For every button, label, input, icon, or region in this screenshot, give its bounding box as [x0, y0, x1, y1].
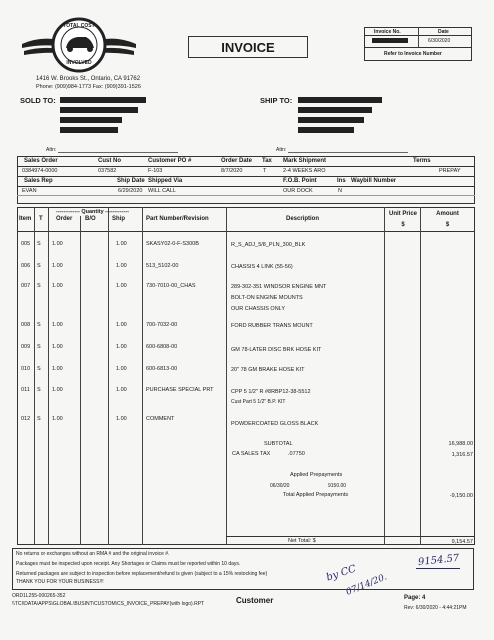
- item-part: 700-7032-00: [146, 322, 178, 328]
- ship-to-label: SHIP TO:: [260, 96, 293, 105]
- item-part: COMMENT: [146, 416, 175, 422]
- sold-to-redaction-4: [60, 127, 118, 133]
- item-no: 011: [21, 387, 30, 393]
- net-total-label: Net Total: $: [288, 538, 316, 544]
- item-no: 010: [21, 366, 31, 372]
- val-tax: T: [263, 168, 267, 174]
- hdr-amount-currency: $: [445, 222, 450, 228]
- hdr-sales-rep: Sales Rep: [24, 178, 53, 184]
- hdr-fob: F.O.B. Point: [283, 178, 317, 184]
- total-applied-value: -9,150.00: [449, 493, 473, 499]
- invoice-title: INVOICE: [221, 40, 275, 55]
- ship-to-redaction-4: [298, 127, 354, 133]
- ship-to-attn: Attn:: [276, 147, 287, 153]
- item-type: S: [37, 322, 41, 328]
- item-desc-line: 20" 78 GM BRAKE HOSE KIT: [231, 367, 305, 373]
- note-returns: No returns or exchanges without an RMA # and the original invoice #.: [16, 551, 170, 557]
- handwritten-date: 07/14/20.: [344, 572, 389, 598]
- footer-page: Page: 4: [404, 595, 426, 601]
- item-desc-line: CHASSIS 4 LINK (55-56): [231, 264, 293, 270]
- item-part: 600-6808-00: [146, 344, 178, 350]
- note-restocking: Returned packages are subject to inspection before replacement/refund is given (subject to a 15% restocking fee): [16, 571, 268, 577]
- item-desc-line: BOLT-ON ENGINE MOUNTS: [231, 295, 303, 301]
- item-order-qty: 1.00: [52, 263, 63, 269]
- note-thanks: THANK YOU FOR YOUR BUSINESS!!!: [16, 579, 104, 585]
- line-items-table: [17, 207, 475, 545]
- hdr-unit-price-currency: $: [401, 222, 405, 228]
- hdr-ins: Ins: [337, 178, 346, 184]
- ship-to-redaction-1: [298, 97, 382, 103]
- applied-prepayments-amount: 9150.00: [328, 483, 347, 489]
- item-ship-qty: 1.00: [116, 283, 127, 289]
- item-type: S: [37, 416, 41, 422]
- item-desc-line: FORD RUBBER TRANS MOUNT: [231, 323, 313, 329]
- val-shipped-via: WILL CALL: [148, 188, 176, 194]
- hdr-ship-date: Ship Date: [117, 178, 145, 184]
- item-order-qty: 1.00: [52, 241, 63, 247]
- item-desc-line: R_S_ADJ_5/8_PLN_300_BLK: [231, 242, 306, 248]
- item-type: S: [37, 387, 41, 393]
- item-desc-line: OUR CHASSIS ONLY: [231, 306, 285, 312]
- footer-revision: Rev: 6/30/2020 - 4:44:21PM: [404, 605, 467, 611]
- item-order-qty: 1.00: [52, 322, 63, 328]
- item-type: S: [37, 366, 41, 372]
- val-sales-rep: EVAN: [22, 188, 37, 194]
- note-inspection: Packages must be inspected upon receipt. Any Shortages or Claims must be reported within 10 days.: [16, 561, 241, 567]
- hdr-cust-no: Cust No: [98, 158, 121, 164]
- hdr-order: Order: [56, 216, 73, 222]
- sold-to-redaction-3: [60, 117, 122, 123]
- item-order-qty: 1.00: [52, 366, 63, 372]
- val-ship-date: 6/29/2020: [118, 188, 143, 194]
- refer-note: Refer to Invoice Number: [384, 51, 442, 57]
- hdr-quantity-group: ------------- Quantity -------------: [56, 209, 129, 215]
- item-ship-qty: 1.00: [116, 322, 127, 328]
- item-ship-qty: 1.00: [116, 366, 127, 372]
- handwritten-note: by CC: [325, 563, 358, 584]
- sold-to-redaction-2: [60, 107, 138, 113]
- item-desc-line: 289-302-351 WINDSOR ENGINE MNT: [231, 284, 327, 290]
- total-applied-label: Total Applied Prepayments: [283, 492, 349, 498]
- subtotal-value: 16,988.00: [448, 441, 473, 447]
- invoice-no-label: Invoice No.: [374, 29, 401, 35]
- hdr-order-date: Order Date: [221, 158, 253, 164]
- item-ship-qty: 1.00: [116, 387, 127, 393]
- footer-report-path: \\TCI\DATA\APPS\GLOBAL\BUSINT\CUSTOM\CS_INVOICE_PREPAY(with logo).RPT: [12, 601, 205, 607]
- item-order-qty: 1.00: [52, 416, 63, 422]
- item-desc-line: CPP 5 1/2" R #8RBP12-38-5512: [231, 389, 311, 395]
- hdr-terms: Terms: [413, 158, 431, 164]
- hdr-sales-order: Sales Order: [24, 158, 58, 164]
- item-part: SKASY02-0-F-S300B: [146, 241, 199, 247]
- applied-prepayments-date: 06/30/20: [270, 483, 290, 489]
- item-part: 600-6813-00: [146, 366, 178, 372]
- company-phone: Phone: (909)984-1773 Fax: (909)391-1526: [36, 84, 141, 90]
- item-order-qty: 1.00: [52, 387, 63, 393]
- tax-rate: .07750: [288, 451, 305, 457]
- hdr-amount: Amount: [436, 211, 459, 217]
- tax-value: 1,316.57: [451, 452, 473, 458]
- invoice-date-label: Date: [438, 29, 449, 35]
- val-mark-shipment: 2-4 WEEKS ARO: [283, 168, 326, 174]
- logo-text-bottom: INVOLVED: [66, 60, 92, 66]
- item-type: S: [37, 241, 41, 247]
- item-no: 005: [21, 241, 31, 247]
- invoice-no-redaction: [372, 38, 408, 43]
- hdr-item: Item: [19, 216, 32, 222]
- hdr-bo: B/O: [85, 216, 96, 222]
- item-desc-line: POWDERCOATED GLOSS BLACK: [231, 421, 319, 427]
- item-no: 006: [21, 263, 31, 269]
- val-cust-no: 037582: [98, 168, 117, 174]
- item-desc-line: Cust Part 5 1/2" B.P. KIT: [231, 399, 286, 405]
- hdr-t: T: [39, 216, 43, 222]
- hdr-waybill: Waybill Number: [351, 178, 397, 184]
- item-type: S: [37, 344, 41, 350]
- company-address: 1416 W. Brooks St., Ontario, CA 91762: [36, 76, 141, 82]
- val-terms: PREPAY: [439, 168, 461, 174]
- item-order-qty: 1.00: [52, 283, 63, 289]
- val-ins: N: [338, 188, 342, 194]
- item-ship-qty: 1.00: [116, 263, 127, 269]
- ship-to-redaction-2: [298, 107, 372, 113]
- tax-label: CA SALES TAX: [232, 451, 271, 457]
- hdr-part: Part Number/Revision: [146, 216, 209, 222]
- item-ship-qty: 1.00: [116, 416, 127, 422]
- val-sales-order: 0384974-0000: [22, 168, 58, 174]
- hdr-shipped-via: Shipped Via: [148, 178, 183, 184]
- invoice-date: 6/30/2020: [428, 38, 451, 44]
- val-fob: OUR DOCK: [283, 188, 313, 194]
- net-total-value: 9,154.57: [451, 539, 473, 545]
- hdr-unit-price: Unit Price: [388, 211, 417, 217]
- item-no: 009: [21, 344, 31, 350]
- item-desc-line: GM 78-LATER DISC BRK HOSE KIT: [231, 347, 322, 353]
- hdr-mark-shipment: Mark Shipment: [283, 158, 327, 164]
- item-ship-qty: 1.00: [116, 241, 127, 247]
- item-part: PURCHASE SPECIAL PRT: [146, 387, 214, 393]
- item-no: 008: [21, 322, 31, 328]
- item-order-qty: 1.00: [52, 344, 63, 350]
- footer-doc-id: ORD1L255-000265-352: [12, 593, 66, 599]
- item-type: S: [37, 283, 41, 289]
- ship-to-redaction-3: [298, 117, 364, 123]
- item-no: 012: [21, 416, 31, 422]
- sold-to-attn: Attn:: [46, 147, 57, 153]
- item-type: S: [37, 263, 41, 269]
- company-logo: [20, 14, 138, 74]
- logo-text-top: TOTAL COST: [63, 23, 95, 29]
- applied-prepayments-label: Applied Prepayments: [290, 472, 343, 478]
- sold-to-label: SOLD TO:: [20, 96, 56, 105]
- footer-customer: Customer: [236, 596, 274, 605]
- val-customer-po: F-103: [148, 168, 163, 174]
- item-part: 730-7010-00_CHAS: [146, 283, 196, 289]
- handwritten-amount: 9154.57: [417, 552, 460, 569]
- hdr-ship: Ship: [112, 216, 125, 222]
- hdr-tax: Tax: [262, 158, 272, 164]
- item-no: 007: [21, 283, 31, 289]
- subtotal-label: SUBTOTAL: [264, 441, 293, 447]
- item-part: 513_5102-00: [146, 263, 179, 269]
- hdr-description: Description: [286, 216, 320, 222]
- sold-to-redaction-1: [60, 97, 146, 103]
- hdr-customer-po: Customer PO #: [148, 158, 192, 164]
- item-ship-qty: 1.00: [116, 344, 127, 350]
- val-order-date: 8/7/2020: [221, 168, 243, 174]
